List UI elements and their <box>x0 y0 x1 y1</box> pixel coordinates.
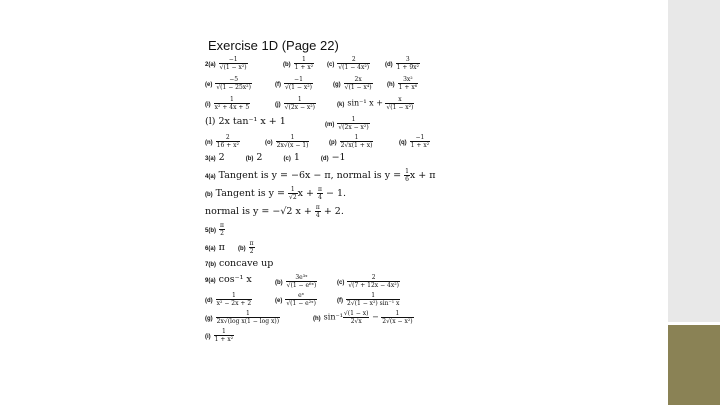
answer-9c: (c) $\frac{2}{\text{√(7 + 12x − 4x²)}}$ <box>337 274 399 289</box>
answer-9d: (d) $\frac{1}{\text{x² − 2x + 2}}$ <box>205 292 252 307</box>
answer-4b: (b) Tangent is y = $\frac{1}{√2}$ x + $\frac{\pi}{4}$ − 1. <box>205 186 347 201</box>
answer-2i: (i) $\frac{1}{\text{x² + 4x + 5}}$ <box>205 96 250 111</box>
answer-2c: (c) $\frac{2}{\text{√(1 − 4x²)}}$ <box>327 56 370 71</box>
answer-sheet <box>205 36 465 343</box>
answer-2d: (d) $\frac{3}{\text{1 + 9x²}}$ <box>385 56 419 71</box>
answer-4a: 4(a) Tangent is y = −6x − π, normal is y = $\frac{1}{6}$ x + π <box>205 168 436 183</box>
answer-3: 3(a) 2 (b) 2 (c) 1 (d) −1 <box>205 152 346 163</box>
answer-2a: 2(a) $\frac{-1}{\text{√(1 − x²)}}$ <box>205 56 247 71</box>
slide-side-band <box>668 0 720 405</box>
answer-2h: (h) $\frac{\text{3x²}}{\text{1 + x⁶}}$ <box>387 76 418 91</box>
answer-9i: (i) $\frac{1}{\text{1 + x²}}$ <box>205 328 234 343</box>
answer-2p: (p) $\frac{1}{2√x(1 + x)}$ <box>329 134 373 149</box>
answer-5b: 5(b) $\frac{\pi}{2}$ <box>205 222 224 237</box>
answer-9g: (g) $\frac{1}{\text{2x√(log x(1 − log x))}}$ <box>205 310 280 325</box>
answer-4b-normal: normal is y = −√2 x + $\frac{\pi}{4}$ + 2. <box>205 204 344 219</box>
answer-2n: (n) $\frac{2}{\text{16 + x²}}$ <box>205 134 239 149</box>
answer-2q: (q) $\frac{-1}{\text{1 + x²}}$ <box>399 134 430 149</box>
answer-2m: (m) $\frac{1}{\text{√(2x − x²)}}$ <box>325 116 369 131</box>
answer-2k: (k) sin⁻¹ x + $\frac{x}{\text{√(1 − x²)}}$ <box>337 96 414 111</box>
answer-2g: (g) $\frac{2x}{\text{√(1 − x⁴)}}$ <box>333 76 372 91</box>
answer-2b: (b) $\frac{1}{\text{1 + x²}}$ <box>283 56 314 71</box>
answer-9f: (f) $\frac{1}{\text{2√(1 − x²) sin⁻¹ x}}$ <box>337 292 400 307</box>
answer-9h: (h) sin⁻¹ $\frac{√(1 - x)}{2√x}$ − $\frac{1}{\text{2√(x − x²)}}$ <box>313 310 413 325</box>
answer-9e: (e) $\frac{\text{eˣ}}{\text{√(1 − e²ˣ)}}$ <box>275 292 317 307</box>
exercise-title: Exercise 1D (Page 22) <box>208 38 339 53</box>
answer-2j: (j) $\frac{1}{\text{√(2x − x²)}}$ <box>275 96 316 111</box>
band-accent-block <box>668 325 720 405</box>
answer-2o: (o) $\frac{1}{2x√(x - 1)}$ <box>265 134 309 149</box>
answer-9a: 9(a) cos⁻¹ x <box>205 274 252 285</box>
answer-6: 6(a) π (b) $\frac{\pi}{2}$ <box>205 240 254 255</box>
answer-9b: (b) $\frac{\text{3e³ˣ}}{\text{√(1 − e⁶ˣ)}}$ <box>275 274 317 289</box>
answer-7b: 7(b) concave up <box>205 258 274 269</box>
answer-2l: (l) 2x tan⁻¹ x + 1 <box>205 116 286 127</box>
answer-2e: (e) $\frac{-5}{\text{√(1 − 25x²)}}$ <box>205 76 251 91</box>
answer-2f: (f) $\frac{-1}{\text{√(1 − x²)}}$ <box>275 76 312 91</box>
